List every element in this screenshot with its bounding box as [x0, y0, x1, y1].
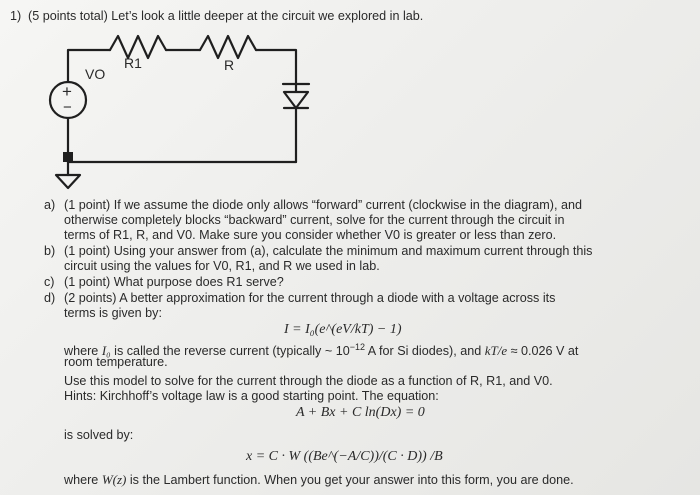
final-b: is the Lambert function. When you get your answer into this form, you are done.	[126, 473, 574, 487]
part-c-letter: c)	[44, 275, 55, 289]
part-a-line-3: terms of R1, R, and V0. Make sure you consider whether V0 is greater or less than zero.	[64, 228, 557, 242]
circuit-diagram	[0, 0, 700, 200]
part-a-line-2: otherwise completely blocks “backward” current, solve for the current through the circuit in	[64, 213, 565, 227]
where-kte: kT/e	[484, 343, 508, 359]
resistor-r	[200, 36, 256, 58]
where-d: ≈ 0.026 V at	[507, 344, 579, 359]
final-line	[64, 472, 574, 488]
diode-icon	[283, 84, 309, 162]
wire-right	[256, 50, 296, 84]
part-b-line-1: (1 point) Using your answer from (a), calculate the minimum and maximum current through this	[64, 244, 593, 258]
part-d-line-2: terms is given by:	[64, 306, 162, 320]
r1-label: R1	[124, 55, 142, 71]
part-d-line-1: (2 points) A better approximation for the current through a diode with a voltage across its	[64, 291, 556, 305]
source-plus-label: +	[62, 82, 72, 101]
hints-line: Hints: Kirchhoff’s voltage law is a good starting point. The equation:	[64, 389, 439, 403]
where-b: is called the reverse current (typically ~ 10	[110, 344, 350, 359]
kvl-equation: A + Bx + C ln(Dx) = 0	[296, 405, 425, 420]
part-a-letter: a)	[44, 198, 56, 212]
source-label: VO	[85, 66, 106, 82]
part-a-line-1: (1 point) If we assume the diode only allows “forward” current (clockwise in the diagram), and	[64, 198, 582, 212]
where-c: A for Si diodes), and	[365, 344, 485, 359]
where-i0: I₀	[101, 343, 111, 359]
r-label: R	[224, 57, 235, 73]
where-exp: −12	[349, 342, 365, 352]
solved-by-line: is solved by:	[64, 428, 134, 442]
part-d-letter: d)	[44, 291, 56, 305]
ground-icon	[56, 175, 80, 188]
part-c-line-1: (1 point) What purpose does R1 serve?	[64, 275, 284, 289]
junction-node	[63, 152, 73, 162]
lambert-solution-equation: x = C · W ((Be^(−A/C))/(C · D)) /B	[246, 449, 443, 464]
room-temp-line: room temperature.	[64, 355, 168, 369]
use-model-line: Use this model to solve for the current through the diode as a function of R, R1, and V0.	[64, 374, 553, 388]
final-a: where	[64, 473, 102, 487]
source-minus-label: −	[63, 99, 72, 116]
final-w: W(z)	[101, 472, 127, 487]
part-b-line-2: circuit using the values for V0, R1, and R we used in lab.	[64, 259, 380, 273]
question-title: (5 points total) Let’s look a little deeper at the circuit we explored in lab.	[28, 9, 424, 23]
question-number: 1)	[10, 9, 22, 23]
part-b-letter: b)	[44, 244, 56, 258]
where-a: where	[64, 344, 102, 359]
diode-equation: I = I₀(e^(eV/kT) − 1)	[284, 322, 402, 337]
